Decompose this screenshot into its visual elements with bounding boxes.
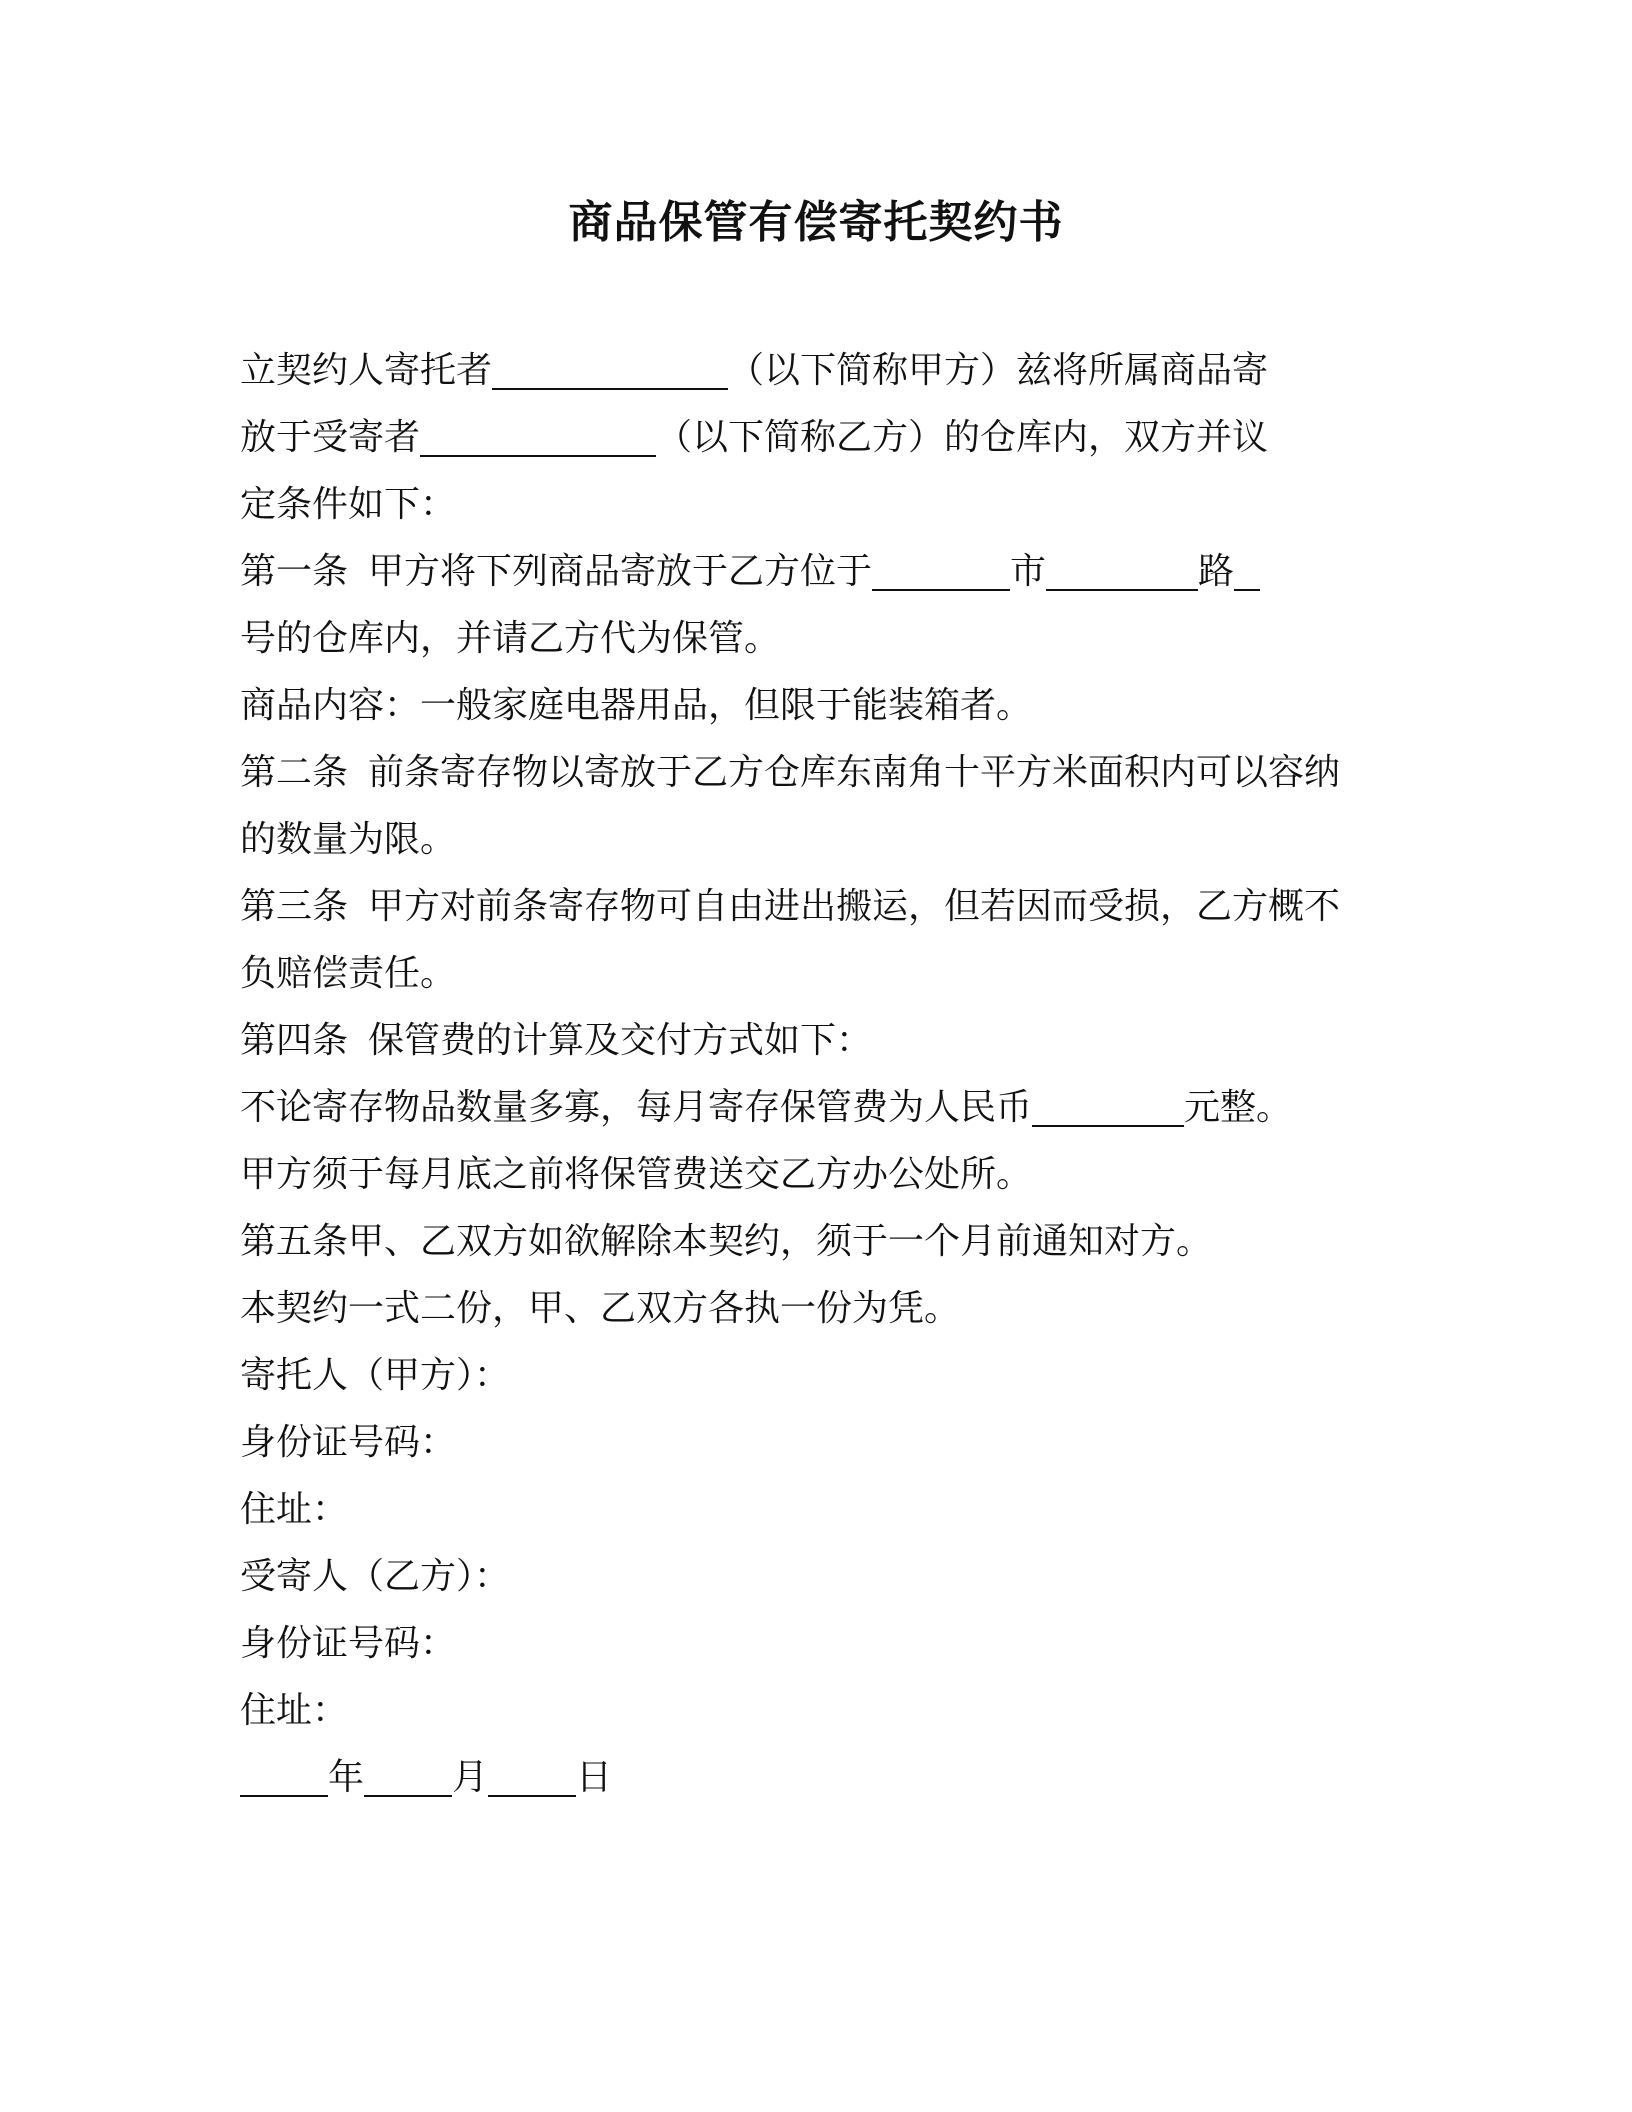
intro-text: （以下简称乙方）的仓库内，双方并议 [656, 417, 1269, 458]
article-1-line-2 [240, 605, 1390, 672]
goods-text: 商品内容：一般家庭电器用品，但限于能装箱者。 [240, 685, 1033, 726]
month-blank[interactable] [364, 1751, 452, 1797]
goods-line [240, 672, 1390, 739]
fee-amount-blank[interactable] [1032, 1081, 1184, 1127]
article-1-text: 甲方将下列商品寄放于乙方位于 [368, 551, 873, 592]
party-a-id: 身份证号码： [240, 1422, 457, 1463]
article-1-label: 第一条 [240, 551, 349, 592]
article-3-line-1 [240, 873, 1390, 940]
intro-line-3 [240, 471, 1390, 538]
party-b-label: 受寄人（乙方）： [240, 1556, 511, 1597]
intro-text: 立契约人寄托者 [240, 350, 493, 391]
fee-line [240, 1074, 1390, 1141]
article-3-text: 甲方对前条寄存物可自由进出搬运，但若因而受损，乙方概不 [368, 886, 1341, 927]
copies-text: 本契约一式二份，甲、乙双方各执一份为凭。 [240, 1288, 961, 1329]
article-4-label: 第四条 [240, 1020, 349, 1061]
intro-text: 定条件如下： [240, 484, 457, 525]
fee-payment-line [240, 1141, 1390, 1208]
article-3-label: 第三条 [240, 886, 349, 927]
intro-text: （以下简称甲方）兹将所属商品寄 [728, 350, 1269, 391]
document-body [240, 337, 1390, 1811]
fee-unit: 元整。 [1184, 1087, 1293, 1128]
number-blank[interactable] [1234, 545, 1260, 591]
intro-line-2 [240, 404, 1390, 471]
intro-text: 放于受寄者 [240, 417, 421, 458]
article-1-line-1 [240, 538, 1390, 605]
copies-line [240, 1275, 1390, 1342]
article-2-line-1 [240, 739, 1390, 806]
party-b-address: 住址： [240, 1690, 349, 1731]
document-title: 商品保管有偿寄托契约书 [568, 197, 1064, 248]
month-label: 月 [452, 1757, 489, 1798]
article-5-line [240, 1208, 1390, 1275]
road-blank[interactable] [1046, 545, 1198, 591]
day-blank[interactable] [488, 1751, 576, 1797]
fee-payment-text: 甲方须于每月底之前将保管费送交乙方办公处所。 [240, 1154, 1033, 1195]
road-label: 路 [1198, 551, 1235, 592]
article-4-line-1 [240, 1007, 1390, 1074]
article-2-line-2 [240, 806, 1390, 873]
city-blank[interactable] [872, 545, 1010, 591]
article-2-text: 的数量为限。 [240, 819, 457, 860]
party-b-id: 身份证号码： [240, 1623, 457, 1664]
depositor-name-blank[interactable] [492, 344, 728, 390]
day-label: 日 [576, 1757, 613, 1798]
fee-text: 不论寄存物品数量多寡，每月寄存保管费为人民币 [240, 1087, 1033, 1128]
year-label: 年 [328, 1757, 365, 1798]
article-3-line-2 [240, 940, 1390, 1007]
party-a-address: 住址： [240, 1489, 349, 1530]
article-2-text: 前条寄存物以寄放于乙方仓库东南角十平方米面积内可以容纳 [368, 752, 1341, 793]
article-3-text: 负赔偿责任。 [240, 953, 457, 994]
depositary-name-blank[interactable] [420, 411, 656, 457]
article-2-label: 第二条 [240, 752, 349, 793]
year-blank[interactable] [240, 1751, 328, 1797]
article-5-text: 第五条甲、乙双方如欲解除本契约，须于一个月前通知对方。 [240, 1221, 1213, 1262]
article-4-text: 保管费的计算及交付方式如下： [368, 1020, 873, 1061]
date-line [240, 1744, 1390, 1811]
intro-line-1 [240, 337, 1390, 404]
party-a-label: 寄托人（甲方）： [240, 1355, 511, 1396]
city-label: 市 [1010, 551, 1047, 592]
article-1-text: 号的仓库内，并请乙方代为保管。 [240, 618, 781, 659]
